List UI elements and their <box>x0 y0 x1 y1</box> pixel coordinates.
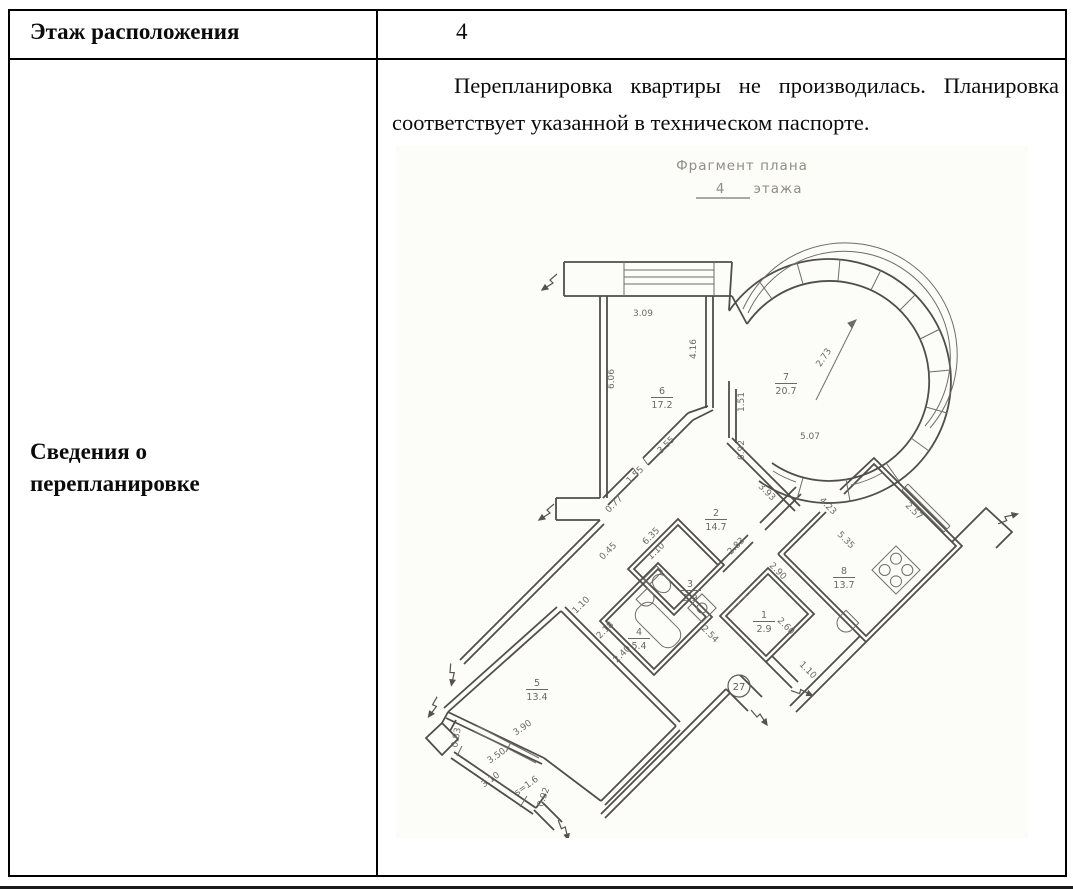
dimension-label: 0.92 <box>535 785 553 809</box>
dimension-label: 2.40 <box>611 643 634 665</box>
svg-text:4: 4 <box>715 180 725 197</box>
dimension-label: 3.50 <box>485 746 508 766</box>
room-number: 5 <box>533 677 541 689</box>
dimension-label: 1.10 <box>570 594 593 616</box>
dimension-label: 0.92 <box>737 439 747 460</box>
dimension-label: 2.57 <box>902 500 925 522</box>
dimension-label: 1.51 <box>737 391 747 412</box>
dimension-label: 3.93 <box>755 481 778 503</box>
dimension-label: 4.23 <box>816 495 839 517</box>
dimension-label: 3.09 <box>632 308 654 319</box>
dimension-label: 0.83 <box>450 726 464 749</box>
plan-walls <box>426 259 1012 830</box>
dimension-label: 1.55 <box>624 464 647 486</box>
plan-labels <box>450 309 924 808</box>
svg-text:этажа: этажа <box>753 180 803 197</box>
room-area: 5.4 <box>631 640 647 652</box>
dimension-label: 4.16 <box>689 338 699 359</box>
dimension-label: 1.10 <box>645 540 668 562</box>
room-number: 7 <box>782 371 790 383</box>
room-number: 4 <box>635 626 643 638</box>
floor-plan-scan <box>396 146 1028 838</box>
room-number: 6 <box>658 385 666 397</box>
dimension-label: 2.54 <box>698 623 721 645</box>
row-floor-value: 4 <box>456 19 468 44</box>
svg-text:Фрагмент плана: Фрагмент плана <box>676 157 808 174</box>
room-area: 13.7 <box>833 579 855 591</box>
dimension-label: 0.77 <box>603 493 626 515</box>
dimension-label: 6.06 <box>607 368 617 389</box>
dimension-label: 2.90 <box>766 560 789 582</box>
dimension-label: 3.55 <box>655 434 678 456</box>
room-number: 8 <box>840 565 848 577</box>
plan-title <box>676 158 808 197</box>
room-area: 2.9 <box>756 623 772 635</box>
dimension-label: 6.35 <box>640 525 663 547</box>
room-number: 2 <box>712 507 720 519</box>
dimension-label: 5.35 <box>834 529 857 551</box>
dimension-label: 3.90 <box>511 718 534 738</box>
room-area: 17.2 <box>651 399 673 411</box>
dimension-label: 3.10 <box>479 770 502 790</box>
dimension-label: 2.73 <box>814 346 835 369</box>
dimension-label: 2.83 <box>725 535 748 557</box>
row-replanning-label: Сведения о перепланировке <box>30 439 200 496</box>
room-area: 13.4 <box>526 691 548 703</box>
column-divider <box>376 11 378 875</box>
dimension-label: 1.10 <box>796 659 819 681</box>
dimension-label: 5.07 <box>799 431 821 442</box>
room-number: 3 <box>686 578 694 590</box>
room-area: 2.9 <box>682 592 698 604</box>
row-replanning-cell <box>384 60 1063 875</box>
dimension-label: 2.60 <box>774 615 797 637</box>
floor-plan-svg <box>396 146 1028 838</box>
dimension-label: 0.45 <box>597 540 620 562</box>
room-area: 20.7 <box>775 385 797 397</box>
svg-text:27: 27 <box>732 681 746 693</box>
room-number: 1 <box>760 609 768 621</box>
wall-break-arrows <box>423 274 1018 838</box>
row-floor-label: Этаж расположения <box>30 19 240 44</box>
info-table <box>8 9 1067 877</box>
apartment-number-badge <box>728 675 750 697</box>
room-area: 14.7 <box>705 521 727 533</box>
replanning-paragraph: Перепланировка квартиры не производилась. Планировка соответствует указанной в техническом паспорте. <box>392 73 1059 135</box>
dimension-label: s=1.6 <box>513 774 541 798</box>
dimension-label: 2.18 <box>594 619 617 641</box>
